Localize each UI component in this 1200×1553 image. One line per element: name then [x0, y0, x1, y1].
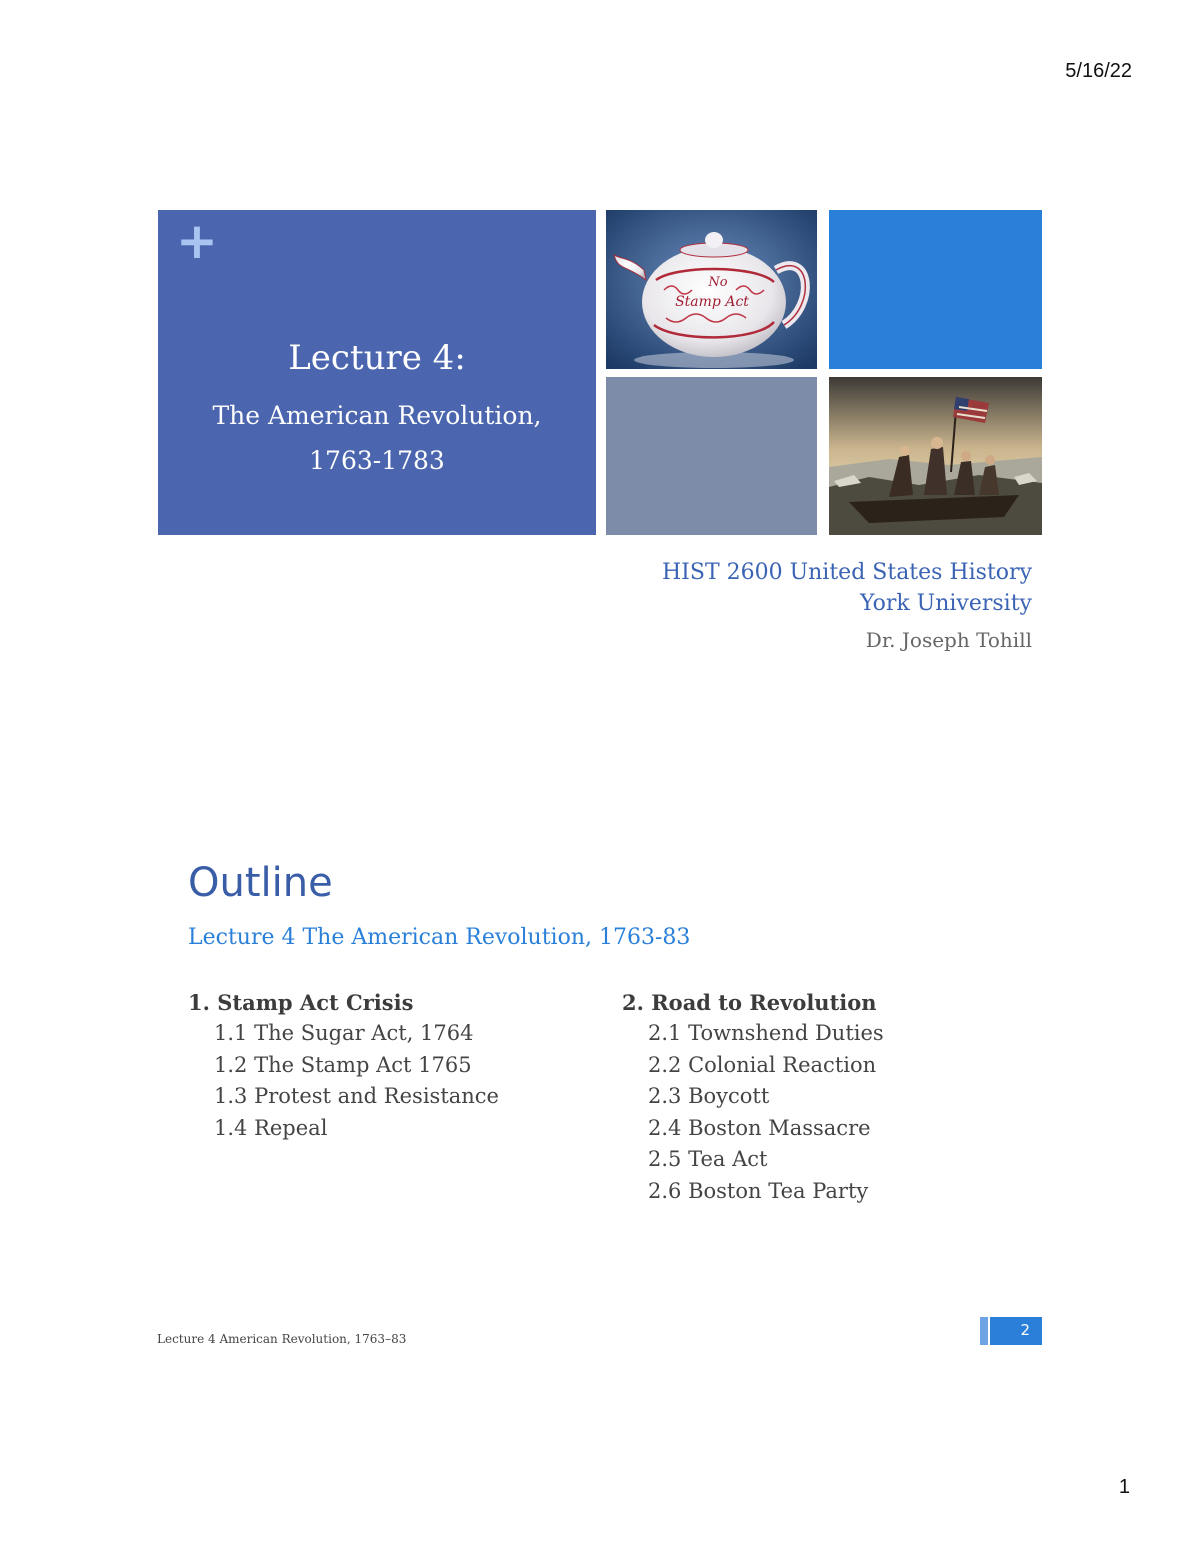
section-item: 2.4 Boston Massacre [648, 1115, 871, 1140]
university-name: York University [859, 591, 1032, 616]
outline-title: Outline [188, 860, 333, 906]
section-item: 2.3 Boycott [648, 1084, 770, 1108]
section-item: 2.2 Colonial Reaction [648, 1052, 877, 1077]
grey-tile [606, 377, 817, 535]
course-name: HIST 2600 United States History [662, 560, 1032, 585]
lecture-subtitle [158, 393, 596, 483]
teapot-text-stamp-act: Stamp Act [675, 294, 749, 310]
section-item: 1.2 The Stamp Act 1765 [214, 1052, 472, 1077]
page-date: 5/16/22 [1065, 60, 1132, 82]
outline-section-1 [188, 987, 499, 1144]
slide-number-badge [980, 1317, 1042, 1345]
slide-footer: Lecture 4 American Revolution, 1763–83 [157, 1332, 407, 1346]
section-heading: 1. Stamp Act Crisis [188, 990, 414, 1015]
section-item: 2.1 Townshend Duties [648, 1021, 884, 1045]
lecture-subtitle-line2: 1763-1783 [309, 446, 445, 475]
lecture-subtitle-line1: The American Revolution, [212, 401, 542, 430]
slide-number-accent [980, 1317, 990, 1345]
plus-icon: + [176, 212, 218, 270]
section-item: 2.5 Tea Act [648, 1147, 768, 1171]
blue-tile [829, 210, 1042, 369]
washington-crossing-painting [829, 377, 1042, 535]
section-item: 2.6 Boston Tea Party [648, 1178, 869, 1203]
lecture-title: Lecture 4: [288, 338, 466, 378]
outline-section-2 [622, 987, 884, 1207]
section-item: 1.3 Protest and Resistance [214, 1084, 499, 1108]
teapot-text-no: No [708, 275, 728, 290]
section-item: 1.4 Repeal [214, 1115, 328, 1140]
title-block [158, 210, 596, 535]
section-item: 1.1 The Sugar Act, 1764 [214, 1021, 474, 1045]
section-heading: 2. Road to Revolution [622, 990, 877, 1015]
slide-number: 2 [1020, 1321, 1030, 1339]
instructor-name: Dr. Joseph Tohill [865, 628, 1032, 652]
teapot-image [606, 210, 817, 369]
page-number: 1 [1118, 1476, 1130, 1498]
outline-subtitle: Lecture 4 The American Revolution, 1763-83 [188, 925, 691, 950]
